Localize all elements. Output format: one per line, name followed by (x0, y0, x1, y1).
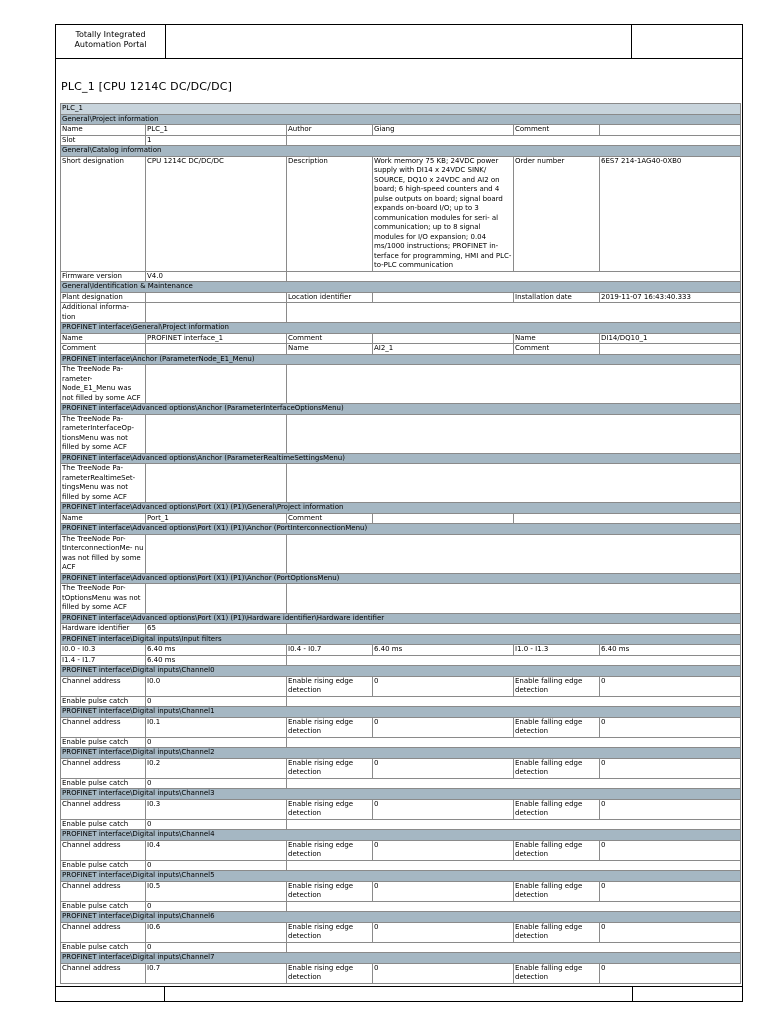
cell-value (146, 584, 287, 614)
cell-label: The TreeNode Pa- rameterRealtimeSet- tingsMenu was not filled by some ACF (61, 464, 146, 503)
cell-label: Description (287, 156, 373, 271)
header-center-cell (166, 25, 632, 58)
section-title: PROFINET interface\Digital inputs\Channel0 (61, 666, 741, 677)
cell-value: Port_1 (146, 513, 287, 524)
rising-edge-label: Enable rising edge detection (287, 758, 373, 778)
footer-right-cell (633, 987, 743, 1002)
cell-label: Plant designation (61, 292, 146, 303)
channel-pulse-row (61, 819, 741, 830)
cell-value (146, 534, 287, 573)
cell-empty (287, 584, 741, 614)
properties-table (60, 103, 741, 984)
section-title: PROFINET interface\Digital inputs\Channel1 (61, 707, 741, 718)
rising-edge-value: 0 (373, 840, 514, 860)
cell-empty (287, 135, 741, 146)
rising-edge-value: 0 (373, 963, 514, 983)
section-title: PROFINET interface\Digital inputs\Channel5 (61, 871, 741, 882)
pulse-catch-value: 0 (146, 860, 287, 871)
cell-value (373, 292, 514, 303)
header-app-name (56, 25, 166, 58)
cell-empty (287, 860, 741, 871)
pulse-catch-label: Enable pulse catch (61, 860, 146, 871)
section-header (61, 146, 741, 157)
cell-value: PLC_1 (146, 125, 287, 136)
cell-label: Comment (61, 344, 146, 355)
cell-label: The TreeNode Pa- rameter- Node_E1_Menu was not filled by some ACF (61, 365, 146, 404)
pulse-catch-value: 0 (146, 942, 287, 953)
cell-empty (287, 271, 741, 282)
section-header (61, 282, 741, 293)
section-header (61, 613, 741, 624)
cell-value (373, 333, 514, 344)
cell-empty (287, 819, 741, 830)
cell-value (146, 303, 287, 323)
cell-value: V4.0 (146, 271, 287, 282)
falling-edge-value: 0 (600, 758, 741, 778)
cell-empty (287, 655, 741, 666)
cell-label: Name (61, 333, 146, 344)
section-header (61, 503, 741, 514)
cell-label: Comment (287, 513, 373, 524)
cell-empty (287, 464, 741, 503)
cell-label: The TreeNode Por- tInterconnectionMe- nu was not filled by some ACF (62, 534, 144, 571)
section-title: PROFINET interface\Advanced options\Port (X1) (P1)\Hardware identifier\Hardware identifier (61, 613, 741, 624)
section-header (61, 354, 741, 365)
pulse-catch-value: 0 (146, 696, 287, 707)
falling-edge-value: 0 (600, 676, 741, 696)
cell-empty (287, 414, 741, 453)
cell-label: Name (287, 344, 373, 355)
app-name-line1: Totally Integrated (75, 30, 146, 39)
rising-edge-value: 0 (373, 881, 514, 901)
cell-value (146, 464, 287, 503)
section-title: PROFINET interface\Digital inputs\Channel3 (61, 789, 741, 800)
rising-edge-value: 0 (373, 676, 514, 696)
section-title: PROFINET interface\General\Project information (61, 323, 741, 334)
section-title: PROFINET interface\Digital inputs\Channel6 (61, 912, 741, 923)
falling-edge-value: 0 (600, 881, 741, 901)
rising-edge-value: 0 (373, 758, 514, 778)
channel-section-header (61, 953, 741, 964)
section-header (61, 524, 741, 535)
channel-section-header (61, 707, 741, 718)
rising-edge-label: Enable rising edge detection (287, 963, 373, 983)
channel-address-label: Channel address (61, 840, 146, 860)
cell-value: DI14/DQ10_1 (600, 333, 741, 344)
section-title: PROFINET interface\Digital inputs\Channel7 (61, 953, 741, 964)
section-title: PROFINET interface\Digital inputs\Channel2 (61, 748, 741, 759)
pulse-catch-value: 0 (146, 778, 287, 789)
section-header (61, 634, 741, 645)
table-row (61, 156, 741, 271)
channel-address-label: Channel address (61, 963, 146, 983)
table-row (61, 534, 741, 573)
channel-address-value: I0.6 (146, 922, 287, 942)
cell-empty (287, 778, 741, 789)
channel-address-value: I0.4 (146, 840, 287, 860)
section-header (61, 453, 741, 464)
cell-label: Comment (287, 333, 373, 344)
cell-label: I0.0 - I0.3 (61, 645, 146, 656)
falling-edge-label: Enable falling edge detection (514, 963, 600, 983)
cell-label: Author (287, 125, 373, 136)
pulse-catch-label: Enable pulse catch (61, 696, 146, 707)
table-row (61, 292, 741, 303)
rising-edge-value: 0 (373, 922, 514, 942)
cell-value: 6.40 ms (146, 655, 287, 666)
channel-address-label: Channel address (61, 717, 146, 737)
falling-edge-value: 0 (600, 963, 741, 983)
table-row (61, 513, 741, 524)
channel-address-label: Channel address (61, 799, 146, 819)
pulse-catch-label: Enable pulse catch (61, 778, 146, 789)
cell-label: Hardware identifier (61, 624, 146, 635)
channel-section-header (61, 912, 741, 923)
falling-edge-label: Enable falling edge detection (514, 758, 600, 778)
cell-value (600, 125, 741, 136)
cell-value (600, 344, 741, 355)
channel-address-label: Channel address (61, 881, 146, 901)
cell-label: Comment (514, 344, 600, 355)
channel-address-value: I0.7 (146, 963, 287, 983)
cell-label: Name (61, 513, 146, 524)
cell-value: PROFINET interface_1 (146, 333, 287, 344)
cell-value: 65 (146, 624, 287, 635)
cell-label: Firmware version (61, 271, 146, 282)
rising-edge-label: Enable rising edge detection (287, 676, 373, 696)
channel-row (61, 676, 741, 696)
cell-value (146, 344, 287, 355)
cell-empty (287, 901, 741, 912)
pulse-catch-label: Enable pulse catch (61, 819, 146, 830)
cell-label: Comment (514, 125, 600, 136)
pulse-catch-value: 0 (146, 737, 287, 748)
cell-value (146, 292, 287, 303)
cell-empty (287, 303, 741, 323)
cell-label: I0.4 - I0.7 (287, 645, 373, 656)
table-row (61, 584, 741, 614)
table-row (61, 414, 741, 453)
cell-empty (514, 513, 741, 524)
pulse-catch-value: 0 (146, 819, 287, 830)
pulse-catch-label: Enable pulse catch (61, 942, 146, 953)
section-title: PROFINET interface\Advanced options\Anchor (ParameterRealtimeSettingsMenu) (61, 453, 741, 464)
page-title: PLC_1 [CPU 1214C DC/DC/DC] (61, 80, 233, 93)
cell-label: Slot (61, 135, 146, 146)
cell-value: 6.40 ms (600, 645, 741, 656)
channel-address-value: I0.0 (146, 676, 287, 696)
table-row (61, 271, 741, 282)
section-title: General\Identification & Maintenance (61, 282, 741, 293)
cell-empty (287, 365, 741, 404)
channel-row (61, 881, 741, 901)
section-title: General\Project information (61, 114, 741, 125)
cell-value: CPU 1214C DC/DC/DC (146, 156, 287, 271)
channel-pulse-row (61, 737, 741, 748)
rising-edge-value: 0 (373, 717, 514, 737)
channel-pulse-row (61, 860, 741, 871)
table-row (61, 125, 741, 136)
rising-edge-label: Enable rising edge detection (287, 922, 373, 942)
section-title: PROFINET interface\Advanced options\Port (X1) (P1)\Anchor (PortInterconnectionMenu) (61, 524, 741, 535)
section-header (61, 404, 741, 415)
footer-left-cell (55, 987, 165, 1002)
pulse-catch-label: Enable pulse catch (61, 737, 146, 748)
section-title: PROFINET interface\Digital inputs\Channel4 (61, 830, 741, 841)
rising-edge-label: Enable rising edge detection (287, 881, 373, 901)
falling-edge-value: 0 (600, 799, 741, 819)
falling-edge-label: Enable falling edge detection (514, 840, 600, 860)
falling-edge-label: Enable falling edge detection (514, 799, 600, 819)
cell-label: Order number (514, 156, 600, 271)
section-title: PROFINET interface\Digital inputs\Input filters (61, 634, 741, 645)
channel-row (61, 922, 741, 942)
cell-label: Location identifier (287, 292, 373, 303)
channel-section-header (61, 748, 741, 759)
cell-value (373, 513, 514, 524)
cell-value: 2019-11-07 16:43:40.333 (600, 292, 741, 303)
channel-pulse-row (61, 901, 741, 912)
channel-section-header (61, 830, 741, 841)
channel-address-value: I0.2 (146, 758, 287, 778)
channel-address-value: I0.5 (146, 881, 287, 901)
falling-edge-value: 0 (600, 840, 741, 860)
cell-empty (287, 737, 741, 748)
cell-label: Name (514, 333, 600, 344)
channel-row (61, 840, 741, 860)
rising-edge-label: Enable rising edge detection (287, 799, 373, 819)
cell-label: The TreeNode Por- tOptionsMenu was not filled by some ACF (61, 584, 146, 614)
falling-edge-value: 0 (600, 922, 741, 942)
falling-edge-label: Enable falling edge detection (514, 676, 600, 696)
page-footer (55, 986, 743, 1002)
page-header (55, 24, 743, 59)
channel-address-label: Channel address (61, 758, 146, 778)
channel-address-label: Channel address (61, 676, 146, 696)
channel-pulse-row (61, 942, 741, 953)
table-row (61, 333, 741, 344)
pulse-catch-value: 0 (146, 901, 287, 912)
table-row (61, 365, 741, 404)
cell-value: 6.40 ms (373, 645, 514, 656)
falling-edge-label: Enable falling edge detection (514, 922, 600, 942)
cell-label: Installation date (514, 292, 600, 303)
section-title: PROFINET interface\Advanced options\Port (X1) (P1)\General\Project information (61, 503, 741, 514)
table-row (61, 645, 741, 656)
section-title: PROFINET interface\Anchor (ParameterNode_E1_Menu) (61, 354, 741, 365)
cell-label: Name (61, 125, 146, 136)
rising-edge-value: 0 (373, 799, 514, 819)
table-row (61, 303, 741, 323)
cell-label: I1.0 - I1.3 (514, 645, 600, 656)
channel-row (61, 717, 741, 737)
table-row (61, 655, 741, 666)
cell-label: I1.4 - I1.7 (61, 655, 146, 666)
channel-section-header (61, 871, 741, 882)
falling-edge-label: Enable falling edge detection (514, 717, 600, 737)
rising-edge-label: Enable rising edge detection (287, 717, 373, 737)
channel-row (61, 799, 741, 819)
cell-empty (287, 696, 741, 707)
table-row (61, 464, 741, 503)
footer-center-cell (165, 987, 633, 1002)
channel-pulse-row (61, 696, 741, 707)
cell-value (146, 414, 287, 453)
app-name-line2: Automation Portal (74, 40, 147, 49)
falling-edge-label: Enable falling edge detection (514, 881, 600, 901)
rising-edge-label: Enable rising edge detection (287, 840, 373, 860)
channel-pulse-row (61, 778, 741, 789)
cell-empty (287, 942, 741, 953)
section-title: PROFINET interface\Advanced options\Anchor (ParameterInterfaceOptionsMenu) (61, 404, 741, 415)
cell-label: Short designation (61, 156, 146, 271)
cell-value: 6.40 ms (146, 645, 287, 656)
cell-value: 1 (146, 135, 287, 146)
cell-label: The TreeNode Pa- rameterInterfaceOp- tionsMenu was not filled by some ACF (61, 414, 146, 453)
cell-label: Additional informa- tion (61, 303, 146, 323)
cell-empty (287, 534, 741, 573)
cell-value: Work memory 75 KB; 24VDC power supply with DI14 x 24VDC SINK/ SOURCE, DQ10 x 24VDC and AI2 on board; 6 high-speed counters and 4 pulse outputs on board; signal board expands on-board I/O; up to 3 communication modules for seri- al communication; up to 8 signal modules for I/O expansion; 0.04 ms/1000 instructions; PROFINET in- terface for programming, HMI and PLC-to-PLC communication (373, 156, 514, 271)
channel-section-header (61, 789, 741, 800)
section-header (61, 323, 741, 334)
plc-row-label: PLC_1 (61, 104, 741, 115)
cell-value (146, 365, 287, 404)
cell-value: Giang (373, 125, 514, 136)
cell-value: AI2_1 (373, 344, 514, 355)
falling-edge-value: 0 (600, 717, 741, 737)
pulse-catch-label: Enable pulse catch (61, 901, 146, 912)
section-header (61, 573, 741, 584)
header-right-cell (632, 25, 742, 58)
channel-address-value: I0.1 (146, 717, 287, 737)
plc-row (61, 104, 741, 115)
channel-row (61, 758, 741, 778)
channel-address-label: Channel address (61, 922, 146, 942)
table-row (61, 344, 741, 355)
cell-empty (287, 624, 741, 635)
cell-value: 6ES7 214-1AG40-0XB0 (600, 156, 741, 271)
channel-section-header (61, 666, 741, 677)
section-title: PROFINET interface\Advanced options\Port (X1) (P1)\Anchor (PortOptionsMenu) (61, 573, 741, 584)
section-header (61, 114, 741, 125)
table-row (61, 135, 741, 146)
channel-address-value: I0.3 (146, 799, 287, 819)
section-title: General\Catalog information (61, 146, 741, 157)
table-row (61, 624, 741, 635)
channel-row (61, 963, 741, 983)
